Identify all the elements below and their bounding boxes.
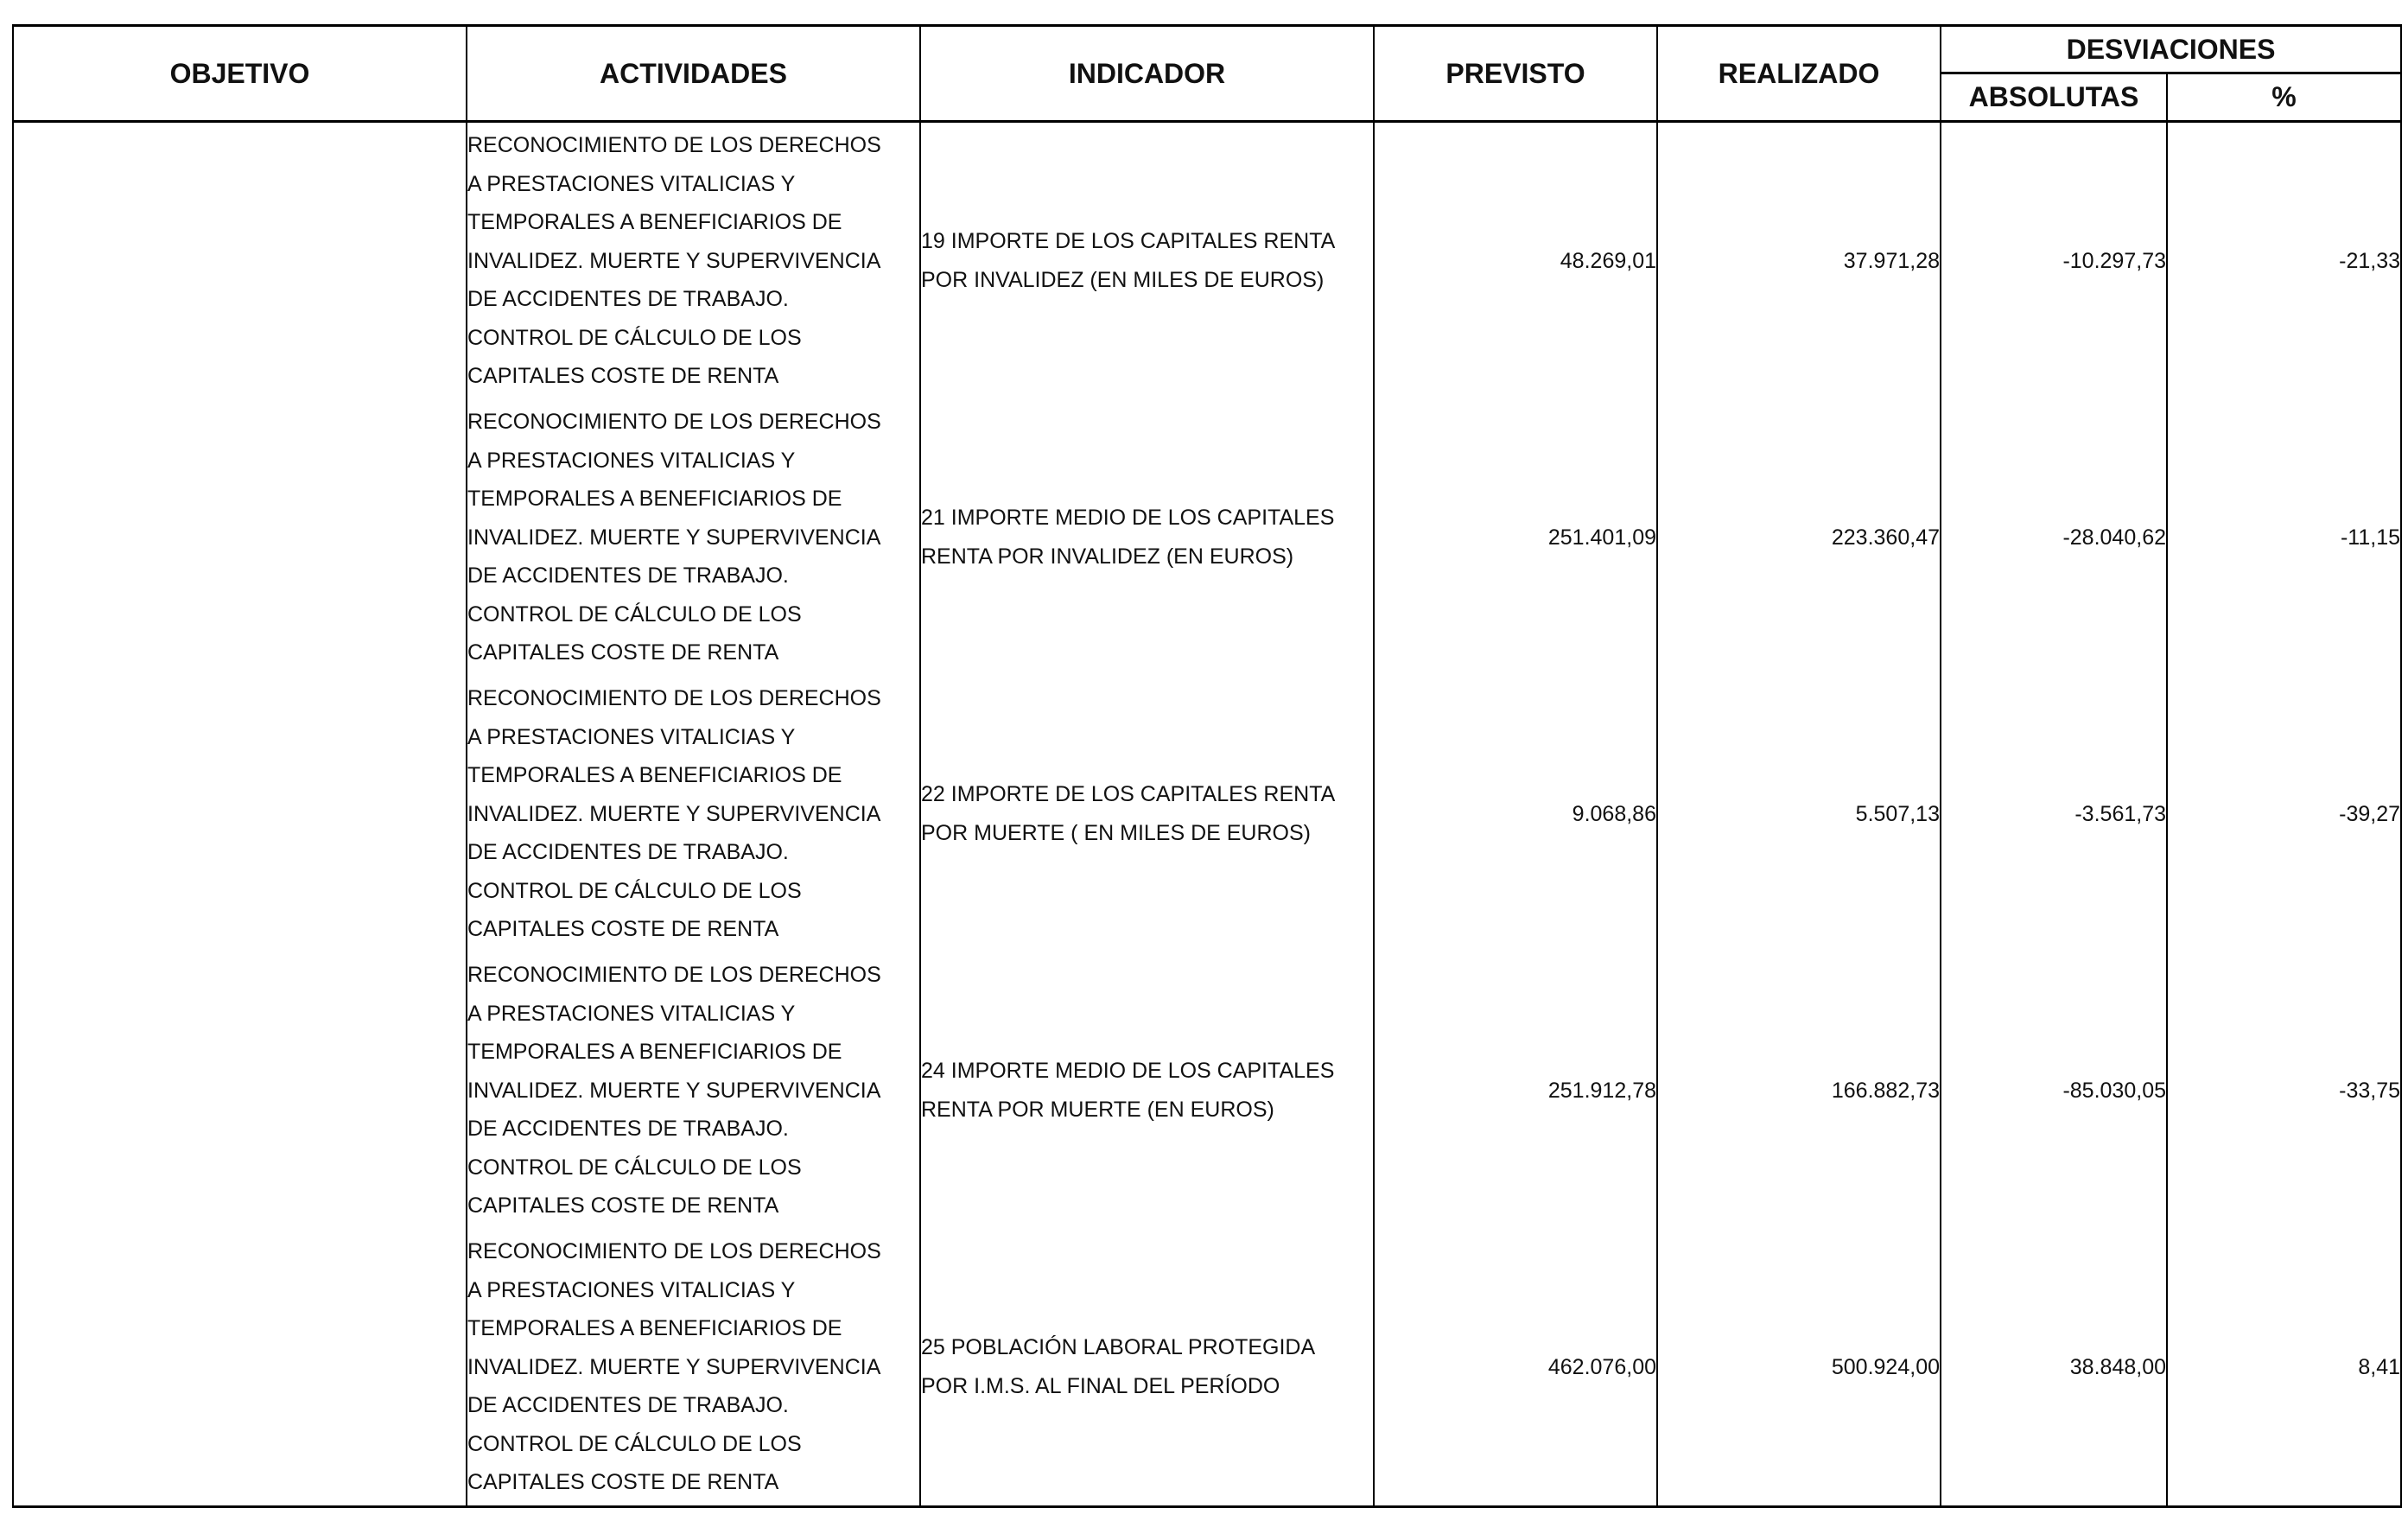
header-indicador: INDICADOR [920,26,1374,122]
cell-absolutas: -85.030,05 [1941,952,2167,1229]
actividad-line: CAPITALES COSTE DE RENTA [467,1470,779,1495]
indicador-line: POR INVALIDEZ (EN MILES DE EUROS) [921,268,1325,292]
actividad-line: TEMPORALES A BENEFICIARIOS DE [467,487,842,512]
table-body [13,122,2401,1507]
indicador-line: 22 IMPORTE DE LOS CAPITALES RENTA [921,782,1336,807]
cell-previsto: 462.076,00 [1374,1229,1657,1507]
cell-objetivo [13,676,467,952]
cell-absolutas: 38.848,00 [1941,1229,2167,1507]
cell-previsto: 251.912,78 [1374,952,1657,1229]
cell-realizado: 5.507,13 [1657,676,1941,952]
cell-indicador [920,399,1374,676]
table-row [13,122,2401,400]
cell-objetivo [13,952,467,1229]
actividad-line: TEMPORALES A BENEFICIARIOS DE [467,763,842,788]
actividad-line: CAPITALES COSTE DE RENTA [467,917,779,942]
table-header [13,26,2401,122]
indicador-line: POR I.M.S. AL FINAL DEL PERÍODO [921,1374,1280,1398]
actividad-line: CAPITALES COSTE DE RENTA [467,1193,779,1219]
actividad-line: RECONOCIMIENTO DE LOS DERECHOS [467,962,881,987]
cell-absolutas: -3.561,73 [1941,676,2167,952]
actividad-line: A PRESTACIONES VITALICIAS Y [467,1277,796,1302]
actividad-line: CONTROL DE CÁLCULO DE LOS [467,1431,802,1456]
cell-realizado: 37.971,28 [1657,122,1941,400]
actividad-line: DE ACCIDENTES DE TRABAJO. [467,840,789,865]
cell-previsto: 9.068,86 [1374,676,1657,952]
cell-actividades [467,1229,920,1507]
actividad-line: RECONOCIMIENTO DE LOS DERECHOS [467,409,881,434]
indicador-line: 19 IMPORTE DE LOS CAPITALES RENTA [921,229,1336,254]
header-porcentaje: % [2167,73,2401,122]
table-row [13,1229,2401,1507]
cell-actividades [467,952,920,1229]
cell-porcentaje: -39,27 [2167,676,2401,952]
actividad-line: INVALIDEZ. MUERTE Y SUPERVIVENCIA [467,1354,881,1379]
header-absolutas: ABSOLUTAS [1941,73,2167,122]
cell-porcentaje: -33,75 [2167,952,2401,1229]
actividad-line: TEMPORALES A BENEFICIARIOS DE [467,1316,842,1341]
actividad-line: RECONOCIMIENTO DE LOS DERECHOS [467,1238,881,1263]
cell-indicador [920,676,1374,952]
actividad-line: DE ACCIDENTES DE TRABAJO. [467,1393,789,1418]
cell-realizado: 500.924,00 [1657,1229,1941,1507]
cell-porcentaje: -11,15 [2167,399,2401,676]
indicador-line: 24 IMPORTE MEDIO DE LOS CAPITALES [921,1059,1335,1084]
cell-indicador [920,1229,1374,1507]
actividad-line: INVALIDEZ. MUERTE Y SUPERVIVENCIA [467,801,881,826]
actividad-line: INVALIDEZ. MUERTE Y SUPERVIVENCIA [467,1078,881,1103]
cell-realizado: 166.882,73 [1657,952,1941,1229]
actividad-line: CAPITALES COSTE DE RENTA [467,640,779,665]
cell-porcentaje: 8,41 [2167,1229,2401,1507]
actividad-line: INVALIDEZ. MUERTE Y SUPERVIVENCIA [467,248,881,273]
table-row [13,952,2401,1229]
actividad-line: A PRESTACIONES VITALICIAS Y [467,171,796,196]
cell-previsto: 251.401,09 [1374,399,1657,676]
header-previsto: PREVISTO [1374,26,1657,122]
actividad-line: DE ACCIDENTES DE TRABAJO. [467,1117,789,1142]
actividad-line: A PRESTACIONES VITALICIAS Y [467,448,796,473]
header-realizado: REALIZADO [1657,26,1941,122]
cell-objetivo [13,399,467,676]
actividad-line: A PRESTACIONES VITALICIAS Y [467,724,796,749]
header-desviaciones: DESVIACIONES [1941,26,2401,73]
cell-absolutas: -10.297,73 [1941,122,2167,400]
cell-realizado: 223.360,47 [1657,399,1941,676]
indicador-line: 25 POBLACIÓN LABORAL PROTEGIDA [921,1335,1316,1360]
indicador-line: 21 IMPORTE MEDIO DE LOS CAPITALES [921,506,1335,531]
objectives-table [12,24,2402,1508]
table-row [13,399,2401,676]
actividad-line: TEMPORALES A BENEFICIARIOS DE [467,1040,842,1065]
indicador-line: RENTA POR MUERTE (EN EUROS) [921,1098,1274,1122]
actividad-line: CONTROL DE CÁLCULO DE LOS [467,878,802,903]
actividad-line: DE ACCIDENTES DE TRABAJO. [467,287,789,312]
cell-previsto: 48.269,01 [1374,122,1657,400]
actividad-line: A PRESTACIONES VITALICIAS Y [467,1001,796,1026]
actividad-line: CAPITALES COSTE DE RENTA [467,364,779,389]
cell-indicador [920,952,1374,1229]
cell-objetivo [13,1229,467,1507]
indicador-line: RENTA POR INVALIDEZ (EN EUROS) [921,544,1294,569]
cell-objetivo [13,122,467,400]
actividad-line: CONTROL DE CÁLCULO DE LOS [467,1155,802,1180]
cell-absolutas: -28.040,62 [1941,399,2167,676]
table-row [13,676,2401,952]
indicador-line: POR MUERTE ( EN MILES DE EUROS) [921,821,1311,845]
actividad-line: RECONOCIMIENTO DE LOS DERECHOS [467,685,881,710]
cell-actividades [467,676,920,952]
cell-actividades [467,122,920,400]
cell-actividades [467,399,920,676]
cell-indicador [920,122,1374,400]
actividad-line: CONTROL DE CÁLCULO DE LOS [467,601,802,627]
actividad-line: RECONOCIMIENTO DE LOS DERECHOS [467,132,881,157]
actividad-line: DE ACCIDENTES DE TRABAJO. [467,563,789,589]
actividad-line: TEMPORALES A BENEFICIARIOS DE [467,210,842,235]
cell-porcentaje: -21,33 [2167,122,2401,400]
actividad-line: INVALIDEZ. MUERTE Y SUPERVIVENCIA [467,525,881,550]
header-actividades: ACTIVIDADES [467,26,920,122]
actividad-line: CONTROL DE CÁLCULO DE LOS [467,325,802,350]
header-objetivo: OBJETIVO [13,26,467,122]
